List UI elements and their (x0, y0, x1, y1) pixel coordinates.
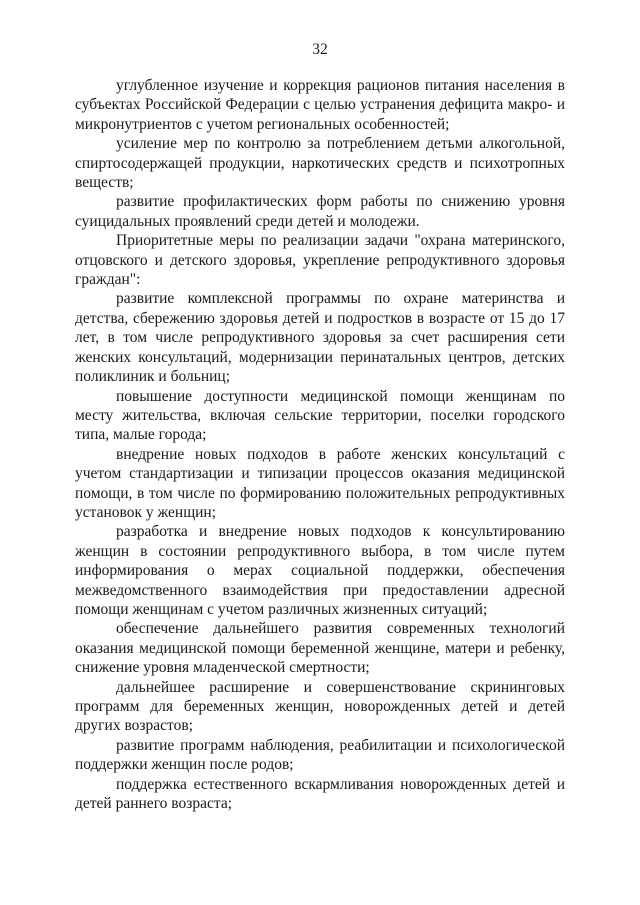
paragraph-postnatal-support: развитие программ наблюдения, реабилитации и психологической поддержки женщин после родов; (75, 736, 565, 774)
page-number: 32 (312, 41, 328, 58)
paragraph-womens-clinics: внедрение новых подходов в работе женских консультаций с учетом стандартизации и типизации процессов оказания медицинской помощи, в том числе по формированию положительных репродуктивных установок у женщин; (75, 445, 565, 521)
paragraph-reproductive-counseling: разработка и внедрение новых подходов к консультированию женщин в состоянии репродуктивного выбора, в том числе путем информирования о мерах социальной поддержки, обеспечения межведомственного взаимодействия при предоставлении адресной помощи женщинам с учетом различных жизненных ситуаций; (75, 523, 565, 618)
paragraph-priority-measures-heading: Приоритетные меры по реализации задачи "охрана материнского, отцовского и детского здоровья, укрепление репродуктивного здоровья граждан": (75, 232, 565, 289)
paragraph-suicide-prevention: развитие профилактических форм работы по снижению уровня суицидальных проявлений среди детей и молодежи. (75, 193, 565, 230)
document-body (75, 76, 565, 813)
paragraph-care-accessibility: повышение доступности медицинской помощи женщинам по месту жительства, включая сельские территории, поселки городского типа, малые города; (75, 387, 565, 444)
paragraph-screening-programs: дальнейшее расширение и совершенствование скрининговых программ для беременных женщин, новорожденных детей и детей других возрастов; (75, 678, 565, 735)
paragraph-medical-technologies: обеспечение дальнейшего развития современных технологий оказания медицинской помощи беременной женщине, матери и ребенку, снижение уровня младенческой смертности; (75, 620, 565, 677)
paragraph-substance-control: усиление мер по контролю за потреблением детьми алкогольной, спиртосодержащей продукции, наркотических средств и психотропных веществ; (75, 135, 565, 192)
paragraph-breastfeeding-support: поддержка естественного вскармливания новорожденных детей и детей раннего возраста; (75, 775, 565, 813)
paragraph-nutrition-correction: углубленное изучение и коррекция рационов питания населения в субъектах Российской Федерации с целью устранения дефицита макро- и микронутриентов с учетом региональных особенностей; (75, 77, 565, 133)
paragraph-maternity-program: развитие комплексной программы по охране материнства и детства, сбережению здоровья детей и подростков в возрасте от 15 до 17 лет, в том числе репродуктивного здоровья за счет расширения сети женских консультаций, модернизации перинатальных центров, детских поликлиник и больниц; (75, 290, 565, 386)
